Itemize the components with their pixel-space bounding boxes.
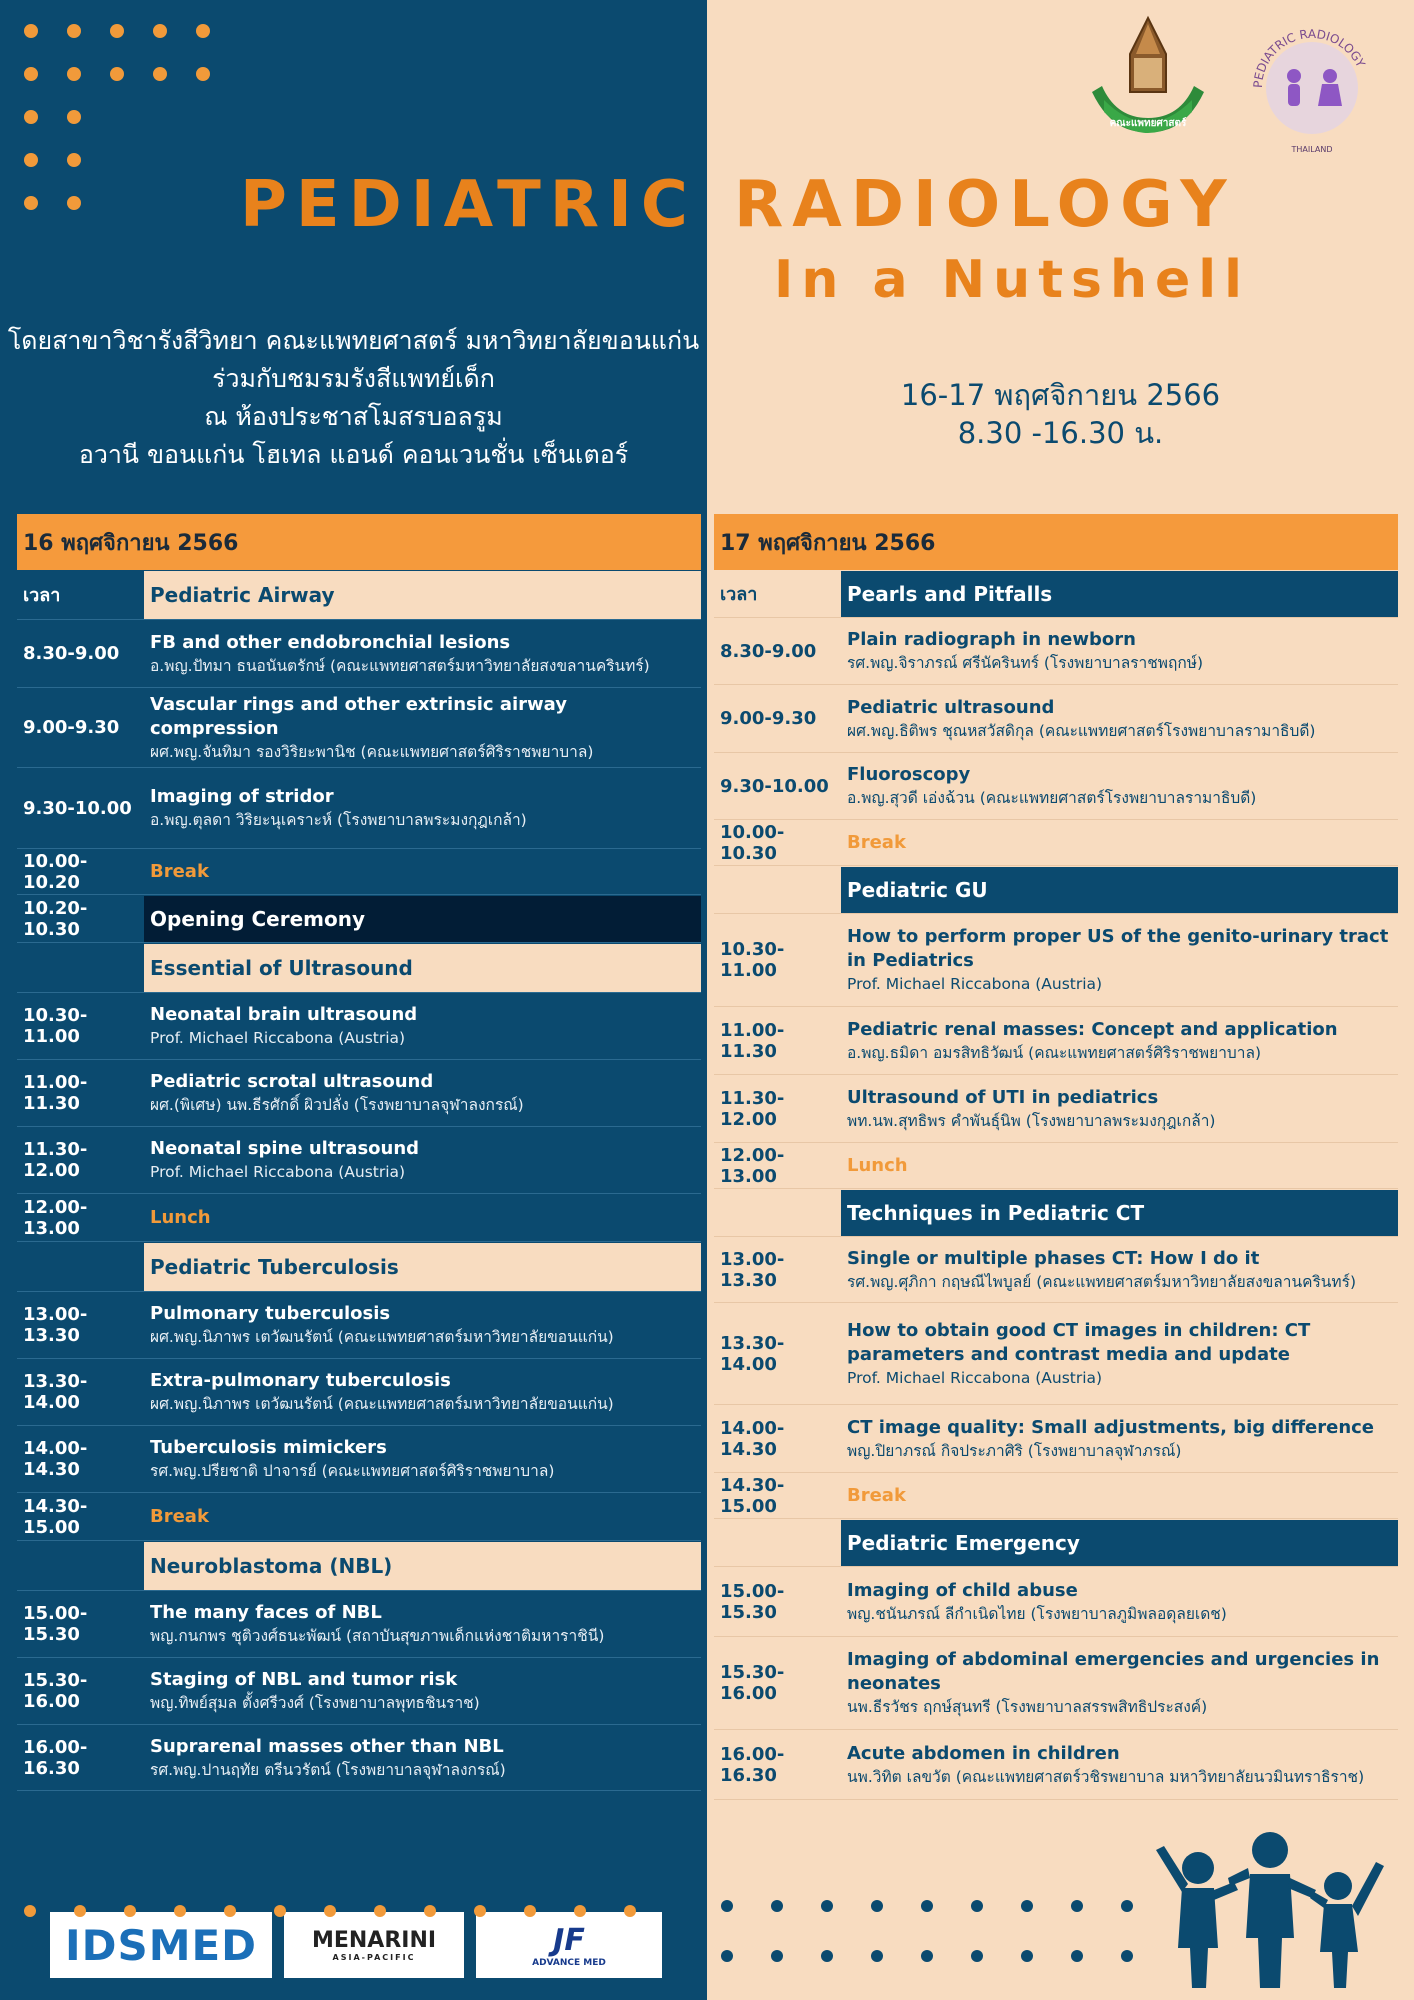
organizer-line: โดยสาขาวิชารังสีวิทยา คณะแพทยศาสตร์ มหาวิทยาลัยขอนแก่น bbox=[7, 326, 700, 355]
subtitle: In a Nutshell bbox=[774, 250, 1250, 310]
break-row bbox=[714, 820, 1398, 866]
lecture-cell bbox=[841, 914, 1398, 1006]
lecture-speaker: พท.นพ.สุทธิพร คำพันธุ์นิพ (โรงพยาบาลพระมงกุฎเกล้า) bbox=[847, 1111, 1216, 1130]
lecture-row bbox=[17, 1060, 701, 1127]
time-cell: 11.30-12.00 bbox=[720, 1087, 785, 1130]
lecture-cell bbox=[841, 618, 1398, 684]
lecture-speaker: นพ.วิทิต เลขวัต (คณะแพทยศาสตร์วชิรพยาบาล มหาวิทยาลัยนวมินทราธิราช) bbox=[847, 1767, 1365, 1786]
lecture-cell bbox=[144, 1658, 701, 1724]
session-header-row bbox=[714, 1519, 1398, 1567]
lecture-speaker: อ.พญ.ตุลดา วิริยะนุเคราะห์ (โรงพยาบาลพระมงกุฎเกล้า) bbox=[150, 811, 527, 829]
time-cell: 12.00-13.00 bbox=[720, 1144, 785, 1187]
lecture-speaker: รศ.พญ.ปรียชาติ ปาจารย์ (คณะแพทยศาสตร์ศิริราชพยาบาล) bbox=[150, 1462, 555, 1480]
time-cell: 11.30-12.00 bbox=[23, 1139, 88, 1181]
pediatric-radiology-thailand-logo bbox=[1242, 16, 1382, 156]
lecture-cell bbox=[841, 1405, 1398, 1472]
time-cell: 16.00-16.30 bbox=[23, 1736, 88, 1779]
time-cell: 10.20-10.30 bbox=[23, 897, 88, 940]
time-cell-empty bbox=[714, 1189, 841, 1236]
lecture-cell bbox=[841, 685, 1398, 752]
session-header-row bbox=[17, 570, 701, 620]
lecture-cell bbox=[841, 1567, 1398, 1636]
decorative-dots-bottom-left bbox=[0, 1905, 707, 1925]
lecture-cell bbox=[144, 1060, 701, 1126]
session-header-row bbox=[714, 1189, 1398, 1237]
ceremony-label: Opening Ceremony bbox=[144, 896, 701, 942]
lecture-row bbox=[714, 1637, 1398, 1730]
lecture-title: Plain radiograph in newborn bbox=[847, 629, 1136, 650]
break-row bbox=[17, 849, 701, 895]
lecture-row bbox=[17, 1292, 701, 1359]
lecture-speaker: พญ.ทิพย์สุมล ตั้งศรีวงศ์ (โรงพยาบาลพุทธชินราช) bbox=[150, 1694, 480, 1712]
lecture-title: Pediatric renal masses: Concept and application bbox=[847, 1018, 1338, 1040]
time-cell: 15.00-15.30 bbox=[720, 1580, 785, 1623]
session-header-row bbox=[714, 866, 1398, 914]
lecture-row bbox=[714, 1303, 1398, 1405]
break-label: Break bbox=[150, 861, 209, 882]
time-column-label: เวลา bbox=[720, 584, 758, 605]
faculty-logo bbox=[1082, 14, 1214, 144]
faculty-logo-text: คณะแพทยศาสตร์ bbox=[1109, 118, 1187, 129]
lecture-title: Neonatal spine ultrasound bbox=[150, 1138, 420, 1159]
lecture-speaker: ผศ.พญ.จันทิมา รองวิริยะพานิช (คณะแพทยศาสตร์ศิริราชพยาบาล) bbox=[150, 742, 594, 761]
lecture-cell bbox=[841, 1007, 1398, 1074]
event-date-block bbox=[707, 376, 1414, 452]
lecture-row bbox=[17, 1658, 701, 1725]
time-cell: 14.00-14.30 bbox=[720, 1417, 785, 1460]
session-title: Pediatric Tuberculosis bbox=[144, 1243, 701, 1291]
lecture-row bbox=[714, 685, 1398, 753]
session-title: Essential of Ultrasound bbox=[144, 944, 701, 992]
break-label: Lunch bbox=[847, 1155, 908, 1176]
break-label: Break bbox=[150, 1506, 209, 1527]
lecture-speaker: ผศ.พญ.นิภาพร เตวัฒนรัตน์ (คณะแพทยศาสตร์มหาวิทยาลัยขอนแก่น) bbox=[150, 1395, 614, 1413]
time-cell: 9.00-9.30 bbox=[23, 717, 120, 738]
session-header-row bbox=[17, 1541, 701, 1591]
session-title: Pediatric Emergency bbox=[841, 1520, 1398, 1566]
time-cell: 14.30-15.00 bbox=[720, 1474, 785, 1517]
time-cell: 13.00-13.30 bbox=[23, 1304, 88, 1346]
lecture-row bbox=[17, 1426, 701, 1493]
lecture-cell bbox=[841, 1237, 1398, 1302]
time-cell-empty bbox=[17, 1541, 144, 1590]
decorative-dots-bottom-right bbox=[707, 1900, 1147, 1990]
lecture-speaker: Prof. Michael Riccabona (Austria) bbox=[847, 1368, 1103, 1387]
session-header-row bbox=[714, 570, 1398, 618]
lecture-title: Ultrasound of UTI in pediatrics bbox=[847, 1086, 1159, 1108]
time-cell: 10.00-10.30 bbox=[720, 821, 785, 864]
time-cell: 8.30-9.00 bbox=[23, 643, 120, 664]
lecture-speaker: พญ.ปิยาภรณ์ กิจประภาศิริ (โรงพยาบาลจุฬาภรณ์) bbox=[847, 1441, 1182, 1460]
lecture-cell bbox=[144, 1127, 701, 1193]
lecture-cell bbox=[144, 1591, 701, 1657]
lecture-title: Pulmonary tuberculosis bbox=[150, 1303, 391, 1324]
advance-med-name: ADVANCE MED bbox=[532, 1957, 606, 1968]
lecture-title: Pediatric scrotal ultrasound bbox=[150, 1071, 434, 1092]
lecture-row bbox=[714, 1730, 1398, 1800]
day2-schedule bbox=[714, 514, 1398, 1800]
organizer-line: ร่วมกับชมรมรังสีแพทย์เด็ก bbox=[212, 364, 495, 393]
pr-logo-country-text: THAILAND bbox=[1291, 145, 1333, 154]
lecture-row bbox=[714, 914, 1398, 1007]
title-word-pediatric: PEDIATRIC bbox=[240, 168, 697, 242]
lecture-row bbox=[17, 1725, 701, 1791]
lecture-title: Acute abdomen in children bbox=[847, 1742, 1120, 1764]
time-cell-empty bbox=[714, 1519, 841, 1566]
time-cell: 13.00-13.30 bbox=[720, 1248, 785, 1291]
time-cell-empty bbox=[17, 943, 144, 992]
lecture-title: Tuberculosis mimickers bbox=[150, 1437, 387, 1458]
time-cell: 9.00-9.30 bbox=[720, 708, 817, 729]
pr-logo-ring-text: PEDIATRIC RADIOLOGY bbox=[1250, 27, 1368, 89]
lecture-row bbox=[714, 1237, 1398, 1303]
lecture-cell bbox=[144, 1292, 701, 1358]
lecture-speaker: พญ.กนกพร ชุติวงศ์ธนะพัฒน์ (สถาบันสุขภาพเด็กแห่งชาติมหาราชินี) bbox=[150, 1627, 605, 1645]
lecture-row bbox=[17, 620, 701, 688]
menarini-region: ASIA-PACIFIC bbox=[332, 1953, 416, 1962]
lecture-title: Pediatric ultrasound bbox=[847, 696, 1055, 718]
lecture-row bbox=[17, 768, 701, 849]
menarini-name: MENARINI bbox=[311, 1928, 437, 1953]
sponsor-advance-med-logo: JF ADVANCE MED bbox=[476, 1912, 662, 1978]
lecture-speaker: Prof. Michael Riccabona (Austria) bbox=[847, 975, 1103, 993]
day1-schedule bbox=[17, 514, 701, 1791]
organizer-block bbox=[0, 322, 707, 474]
lecture-row bbox=[714, 753, 1398, 820]
break-label: Break bbox=[847, 832, 906, 853]
session-title: Pearls and Pitfalls bbox=[841, 571, 1398, 617]
lecture-cell bbox=[144, 688, 701, 767]
lecture-speaker: รศ.พญ.ศุภิกา กฤษณีไพบูลย์ (คณะแพทยศาสตร์มหาวิทยาลัยสงขลานครินทร์) bbox=[847, 1272, 1356, 1291]
time-cell: 9.30-10.00 bbox=[720, 775, 829, 797]
session-title: Pediatric Airway bbox=[144, 571, 701, 619]
lecture-title: Suprarenal masses other than NBL bbox=[150, 1735, 504, 1757]
lecture-speaker: พญ.ชนันภรณ์ ลีกำเนิดไทย (โรงพยาบาลภูมิพลอดุลยเดช) bbox=[847, 1604, 1227, 1623]
lecture-speaker: อ.พญ.ธมิดา อมรสิทธิวัฒน์ (คณะแพทยศาสตร์ศิริราชพยาบาล) bbox=[847, 1043, 1262, 1062]
lecture-title: Fluoroscopy bbox=[847, 764, 971, 785]
session-header-row bbox=[17, 943, 701, 993]
lecture-speaker: Prof. Michael Riccabona (Austria) bbox=[150, 1029, 406, 1047]
lecture-row bbox=[17, 993, 701, 1060]
lecture-cell bbox=[144, 1359, 701, 1425]
lecture-cell bbox=[841, 753, 1398, 819]
lecture-cell bbox=[144, 768, 701, 848]
lecture-speaker: อ.พญ.ปัทมา ธนอนันตรักษ์ (คณะแพทยศาสตร์มหาวิทยาลัยสงขลานครินทร์) bbox=[150, 656, 650, 675]
lecture-title: Imaging of abdominal emergencies and urgencies in neonates bbox=[847, 1649, 1380, 1694]
event-time: 8.30 -16.30 น. bbox=[957, 416, 1164, 450]
lecture-title: CT image quality: Small adjustments, big difference bbox=[847, 1416, 1375, 1438]
time-cell: 15.30-16.00 bbox=[720, 1662, 785, 1704]
lecture-cell bbox=[841, 1730, 1398, 1799]
lecture-title: How to obtain good CT images in children: CT parameters and contrast media and update bbox=[847, 1319, 1311, 1365]
lecture-cell bbox=[144, 993, 701, 1059]
break-row bbox=[17, 1493, 701, 1541]
time-cell-empty bbox=[17, 1242, 144, 1291]
lecture-title: Staging of NBL and tumor risk bbox=[150, 1669, 458, 1690]
lecture-title: Imaging of child abuse bbox=[847, 1579, 1078, 1601]
session-title: Pediatric GU bbox=[841, 867, 1398, 913]
time-cell: 15.00-15.30 bbox=[23, 1603, 88, 1645]
lecture-speaker: อ.พญ.สุวดี เอ่งฉ้วน (คณะแพทยศาสตร์โรงพยาบาลรามาธิบดี) bbox=[847, 789, 1257, 807]
time-cell: 15.30-16.00 bbox=[23, 1670, 88, 1712]
time-cell: 14.30-15.00 bbox=[23, 1495, 88, 1538]
organizer-line: ณ ห้องประชาสโมสรบอลรูม bbox=[204, 402, 503, 431]
lecture-title: Extra-pulmonary tuberculosis bbox=[150, 1370, 451, 1391]
lecture-cell bbox=[144, 1725, 701, 1790]
lecture-row bbox=[17, 688, 701, 768]
lecture-title: Vascular rings and other extrinsic airway compression bbox=[150, 693, 567, 739]
lecture-row bbox=[714, 1075, 1398, 1143]
lecture-cell bbox=[144, 1426, 701, 1492]
time-cell: 16.00-16.30 bbox=[720, 1743, 785, 1786]
lecture-title: The many faces of NBL bbox=[150, 1602, 382, 1623]
time-cell: 10.30-11.00 bbox=[23, 1005, 88, 1047]
lecture-row bbox=[714, 618, 1398, 685]
sponsor-idsmed-logo: IDSMED bbox=[50, 1912, 272, 1978]
session-title: Neuroblastoma (NBL) bbox=[144, 1542, 701, 1590]
time-cell: 13.30-14.00 bbox=[720, 1332, 785, 1375]
lecture-row bbox=[714, 1007, 1398, 1075]
lecture-title: Imaging of stridor bbox=[150, 786, 334, 807]
lecture-title: Neonatal brain ultrasound bbox=[150, 1004, 418, 1025]
decorative-dots-top bbox=[0, 0, 230, 220]
time-cell: 10.30-11.00 bbox=[720, 939, 785, 981]
lecture-row bbox=[714, 1567, 1398, 1637]
lecture-row bbox=[17, 1359, 701, 1426]
time-cell: 9.30-10.00 bbox=[23, 797, 132, 819]
break-label: Lunch bbox=[150, 1207, 211, 1228]
lecture-title: FB and other endobronchial lesions bbox=[150, 631, 511, 653]
organizer-line: อวานี ขอนแก่น โฮเทล แอนด์ คอนเวนชั่น เซ็นเตอร์ bbox=[78, 440, 629, 469]
time-column-label: เวลา bbox=[23, 585, 61, 606]
lecture-speaker: ผศ.พญ.นิภาพร เตวัฒนรัตน์ (คณะแพทยศาสตร์มหาวิทยาลัยขอนแก่น) bbox=[150, 1328, 614, 1346]
lecture-cell bbox=[841, 1075, 1398, 1142]
time-cell: 11.00-11.30 bbox=[23, 1072, 88, 1114]
lecture-speaker: ผศ.(พิเศษ) นพ.ธีรศักดิ์ ผิวปลั่ง (โรงพยาบาลจุฬาลงกรณ์) bbox=[150, 1096, 524, 1114]
time-cell: 11.00-11.30 bbox=[720, 1019, 785, 1062]
time-cell: 8.30-9.00 bbox=[720, 640, 817, 662]
session-header-row bbox=[17, 1242, 701, 1292]
time-cell: 10.00-10.20 bbox=[23, 850, 88, 893]
lecture-cell bbox=[144, 620, 701, 687]
ceremony-row bbox=[17, 895, 701, 943]
session-title: Techniques in Pediatric CT bbox=[841, 1190, 1398, 1236]
lecture-title: Single or multiple phases CT: How I do it bbox=[847, 1247, 1260, 1269]
break-row bbox=[714, 1473, 1398, 1519]
time-cell: 14.00-14.30 bbox=[23, 1438, 88, 1480]
day1-date-header: 16 พฤศจิกายน 2566 bbox=[17, 514, 701, 570]
lecture-cell bbox=[841, 1303, 1398, 1404]
lecture-speaker: รศ.พญ.ปานฤทัย ตรีนวรัตน์ (โรงพยาบาลจุฬาลงกรณ์) bbox=[150, 1760, 506, 1779]
day2-date-header: 17 พฤศจิกายน 2566 bbox=[714, 514, 1398, 570]
event-date: 16-17 พฤศจิกายน 2566 bbox=[900, 378, 1221, 412]
time-cell-empty bbox=[714, 866, 841, 913]
lecture-speaker: รศ.พญ.จิราภรณ์ ศรีนัครินทร์ (โรงพยาบาลราชพฤกษ์) bbox=[847, 654, 1204, 672]
lecture-row bbox=[714, 1405, 1398, 1473]
lecture-speaker: ผศ.พญ.ธิติพร ชุณหสวัสดิกุล (คณะแพทยศาสตร์โรงพยาบาลรามาธิบดี) bbox=[847, 721, 1316, 740]
lecture-row bbox=[17, 1591, 701, 1658]
time-cell: 13.30-14.00 bbox=[23, 1371, 88, 1413]
break-label: Break bbox=[847, 1485, 906, 1506]
break-row bbox=[714, 1143, 1398, 1189]
lecture-speaker: นพ.ธีรวัชร ฤกษ์สุนทรี (โรงพยาบาลสรรพสิทธิประสงค์) bbox=[847, 1698, 1208, 1716]
title-word-radiology: RADIOLOGY bbox=[734, 168, 1236, 242]
lecture-title: How to perform proper US of the genito-urinary tract in Pediatrics bbox=[847, 926, 1389, 971]
lecture-speaker: Prof. Michael Riccabona (Austria) bbox=[150, 1163, 406, 1181]
break-row bbox=[17, 1194, 701, 1242]
lecture-cell bbox=[841, 1637, 1398, 1729]
time-cell: 12.00-13.00 bbox=[23, 1196, 88, 1239]
lecture-row bbox=[17, 1127, 701, 1194]
children-silhouette-illustration bbox=[1148, 1828, 1388, 1988]
